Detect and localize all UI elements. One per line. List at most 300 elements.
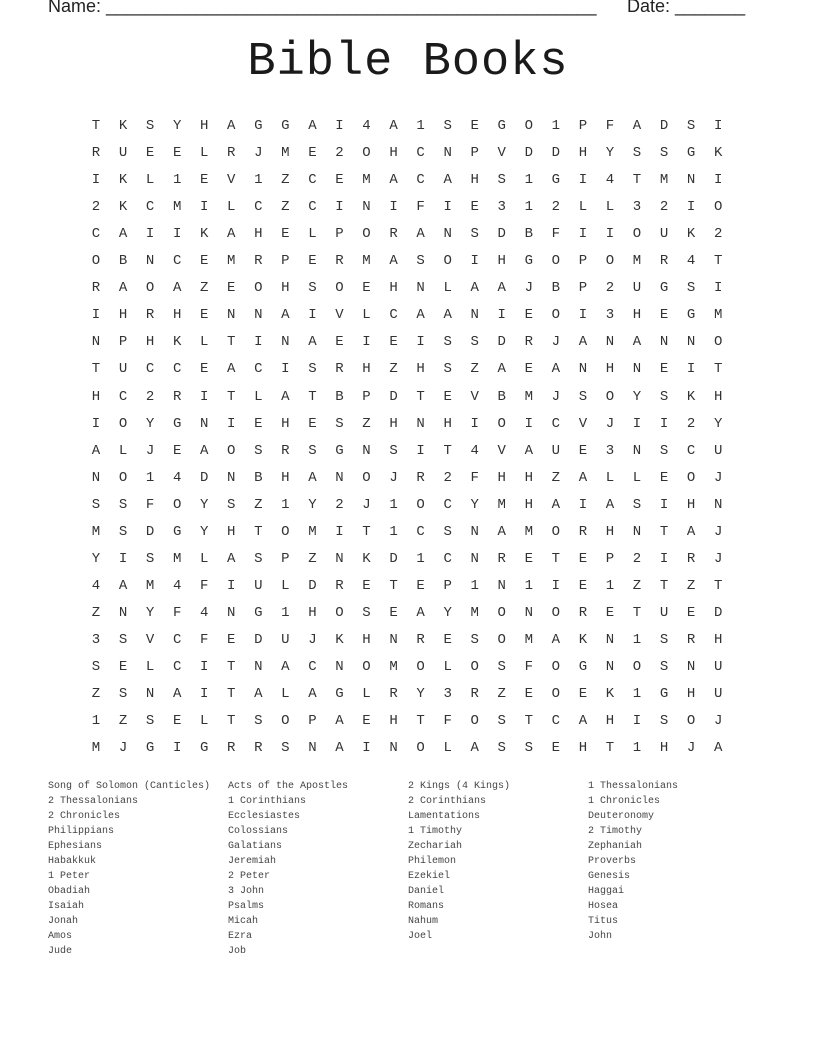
grid-cell: I xyxy=(172,740,182,757)
grid-cell: Y xyxy=(199,523,209,540)
grid-cell: I xyxy=(281,361,290,378)
grid-cell: R xyxy=(335,361,344,378)
grid-cell: O xyxy=(362,145,371,162)
grid-cell: C xyxy=(416,172,425,189)
grid-cell: T xyxy=(443,442,452,459)
grid-cell: L xyxy=(362,686,371,703)
grid-cell: O xyxy=(362,469,371,486)
grid-cell: L xyxy=(605,469,615,486)
grid-cell: 1 xyxy=(632,631,642,648)
grid-cell: 2 xyxy=(659,199,669,216)
grid-cell: T xyxy=(524,713,533,730)
grid-cell: H xyxy=(578,740,588,757)
word-list-item: Lamentations xyxy=(408,811,481,822)
grid-cell: C xyxy=(118,388,128,405)
grid-cell: I xyxy=(659,496,669,513)
grid-cell: R xyxy=(497,550,506,567)
grid-cell: P xyxy=(578,280,588,297)
grid-cell: O xyxy=(551,253,561,270)
grid-cell: E xyxy=(578,577,588,594)
grid-cell: A xyxy=(686,523,696,540)
grid-cell: S xyxy=(335,415,344,432)
grid-cell: N xyxy=(524,604,533,621)
grid-cell: F xyxy=(172,604,182,621)
grid-cell: J xyxy=(713,713,723,730)
grid-cell: 4 xyxy=(362,118,371,134)
grid-cell: 1 xyxy=(416,550,425,567)
grid-cell: R xyxy=(254,253,263,270)
grid-cell: A xyxy=(227,226,236,243)
grid-cell: O xyxy=(632,659,642,675)
grid-cell: S xyxy=(443,118,452,134)
grid-cell: 1 xyxy=(470,577,479,594)
grid-cell: M xyxy=(632,253,642,270)
grid-cell: E xyxy=(524,307,533,324)
grid-cell: K xyxy=(362,550,371,567)
grid-cell: J xyxy=(686,740,696,757)
grid-cell: I xyxy=(199,199,209,216)
grid-cell: R xyxy=(686,550,696,567)
grid-cell: 1 xyxy=(91,713,101,730)
grid-cell: E xyxy=(199,361,209,378)
grid-cell: E xyxy=(362,713,371,730)
grid-cell: N xyxy=(632,523,642,540)
word-list-item xyxy=(408,944,588,959)
grid-cell: E xyxy=(362,577,371,594)
grid-cell: L xyxy=(254,388,263,405)
grid-cell: I xyxy=(335,118,344,134)
grid-cell: A xyxy=(389,172,398,189)
grid-cell: I xyxy=(308,307,317,324)
grid-cell: C xyxy=(172,361,182,378)
grid-cell: M xyxy=(497,496,506,513)
grid-cell: O xyxy=(605,388,615,405)
grid-cell: M xyxy=(362,172,371,189)
grid-cell: N xyxy=(362,442,371,459)
date-field-label: Date: _______ xyxy=(627,0,746,16)
grid-cell: H xyxy=(713,388,723,405)
grid-cell: O xyxy=(551,307,561,324)
grid-cell: S xyxy=(308,280,317,297)
grid-cell: C xyxy=(308,172,317,189)
grid-cell: T xyxy=(227,659,236,675)
grid-cell: S xyxy=(227,496,236,513)
grid-cell: N xyxy=(578,361,588,378)
grid-cell: Z xyxy=(91,604,101,621)
grid-cell: H xyxy=(254,226,263,243)
grid-cell: O xyxy=(443,253,452,270)
grid-cell: S xyxy=(470,334,479,351)
grid-cell: C xyxy=(172,631,182,648)
word-list-item: Habakkuk xyxy=(48,856,97,867)
grid-cell: N xyxy=(335,550,344,567)
word-list-item xyxy=(588,944,768,959)
grid-cell: A xyxy=(470,280,479,297)
grid-cell: A xyxy=(416,226,425,243)
grid-cell: M xyxy=(145,577,155,594)
grid-cell: M xyxy=(524,523,533,540)
grid-cell: Z xyxy=(362,415,371,432)
grid-cell: E xyxy=(145,145,155,162)
grid-cell: L xyxy=(199,550,209,567)
word-list-item: 1 Peter xyxy=(48,871,91,882)
grid-cell: S xyxy=(659,388,669,405)
grid-cell: A xyxy=(551,496,561,513)
grid-cell: H xyxy=(389,713,398,730)
word-list-item: 2 Timothy xyxy=(588,826,643,837)
grid-cell: O xyxy=(470,713,479,730)
grid-cell: 1 xyxy=(632,740,642,757)
grid-cell: K xyxy=(199,226,209,243)
grid-cell: E xyxy=(524,361,533,378)
grid-cell: J xyxy=(551,388,561,405)
grid-cell: H xyxy=(686,496,696,513)
grid-cell: 2 xyxy=(443,469,452,486)
grid-cell: A xyxy=(605,496,615,513)
grid-cell: E xyxy=(470,199,479,216)
grid-cell: Z xyxy=(551,469,561,486)
grid-cell: C xyxy=(389,307,398,324)
grid-cell: S xyxy=(145,713,155,730)
grid-cell: E xyxy=(308,415,317,432)
grid-cell: D xyxy=(254,631,263,648)
grid-cell: N xyxy=(389,740,398,757)
grid-cell: I xyxy=(91,172,101,189)
word-list-item: 2 Kings (4 Kings) xyxy=(408,781,511,792)
grid-cell: N xyxy=(416,280,425,297)
grid-cell: H xyxy=(281,469,290,486)
grid-cell: O xyxy=(416,496,425,513)
grid-cell: C xyxy=(416,145,425,162)
grid-cell: H xyxy=(578,145,588,162)
word-list-item: Zechariah xyxy=(408,841,463,852)
grid-cell: E xyxy=(686,604,696,621)
word-list-item: Jeremiah xyxy=(228,856,277,867)
grid-cell: L xyxy=(443,659,452,675)
grid-cell: I xyxy=(686,199,696,216)
grid-cell: I xyxy=(713,280,723,297)
grid-cell: D xyxy=(524,145,533,162)
grid-cell: N xyxy=(443,226,452,243)
grid-cell: A xyxy=(308,334,317,351)
grid-cell: Z xyxy=(686,577,696,594)
grid-cell: S xyxy=(497,713,506,730)
grid-cell: I xyxy=(145,226,155,243)
grid-cell: O xyxy=(227,442,236,459)
grid-cell: N xyxy=(91,334,101,351)
grid-cell: S xyxy=(416,253,425,270)
grid-cell: M xyxy=(524,631,533,648)
grid-cell: I xyxy=(470,253,479,270)
grid-cell: J xyxy=(551,334,561,351)
grid-cell: J xyxy=(713,550,723,567)
grid-cell: R xyxy=(416,469,425,486)
grid-cell: E xyxy=(416,577,425,594)
grid-cell: G xyxy=(281,118,290,134)
grid-cell: A xyxy=(389,118,398,134)
grid-cell: H xyxy=(605,361,615,378)
grid-cell: N xyxy=(686,659,696,675)
grid-cell: E xyxy=(659,469,669,486)
word-list-item: Hosea xyxy=(588,901,619,912)
grid-cell: N xyxy=(335,469,344,486)
grid-cell: H xyxy=(227,523,236,540)
grid-cell: L xyxy=(281,577,290,594)
grid-cell: O xyxy=(497,604,506,621)
word-list-item: Amos xyxy=(48,931,73,942)
grid-cell: A xyxy=(172,280,182,297)
grid-cell: S xyxy=(118,686,128,703)
word-list-item: 2 Chronicles xyxy=(48,811,121,822)
grid-cell: V xyxy=(470,388,479,405)
grid-cell: E xyxy=(118,659,128,675)
grid-cell: R xyxy=(254,740,263,757)
grid-cell: S xyxy=(524,740,533,757)
grid-cell: D xyxy=(713,604,723,621)
grid-cell: A xyxy=(443,307,452,324)
word-list xyxy=(48,779,768,959)
word-list-item: Daniel xyxy=(408,886,445,897)
grid-cell: C xyxy=(172,253,182,270)
grid-cell: I xyxy=(91,307,101,324)
grid-cell: A xyxy=(578,469,588,486)
grid-cell: M xyxy=(389,659,398,675)
word-list-item: Joel xyxy=(408,931,433,942)
grid-cell: 4 xyxy=(470,442,479,459)
word-list-item: 1 Chronicles xyxy=(588,796,661,807)
grid-cell: O xyxy=(416,740,425,757)
grid-cell: 3 xyxy=(605,442,615,459)
grid-cell: S xyxy=(497,659,506,675)
grid-cell: S xyxy=(686,118,696,134)
grid-cell: J xyxy=(389,469,398,486)
word-list-item: Song of Solomon (Canticles) xyxy=(48,781,211,792)
grid-cell: P xyxy=(578,118,588,134)
grid-cell: F xyxy=(145,496,155,513)
grid-cell: S xyxy=(118,523,128,540)
grid-cell: C xyxy=(145,199,155,216)
grid-cell: A xyxy=(551,631,561,648)
grid-cell: N xyxy=(605,631,615,648)
grid-cell: N xyxy=(145,253,155,270)
grid-cell: L xyxy=(145,172,155,189)
grid-cell: B xyxy=(524,226,533,243)
grid-cell: M xyxy=(172,199,182,216)
grid-cell: G xyxy=(551,172,561,189)
grid-cell: Z xyxy=(199,280,209,297)
grid-cell: I xyxy=(416,442,425,459)
word-list-item: Genesis xyxy=(588,871,631,882)
grid-cell: 3 xyxy=(632,199,642,216)
grid-cell: G xyxy=(659,686,669,703)
grid-cell: Z xyxy=(281,199,290,216)
grid-cell: O xyxy=(118,415,128,432)
grid-cell: A xyxy=(335,740,344,757)
grid-cell: T xyxy=(254,523,263,540)
grid-cell: O xyxy=(362,659,371,675)
grid-cell: J xyxy=(713,469,723,486)
grid-cell: O xyxy=(551,523,561,540)
grid-cell: F xyxy=(199,577,209,594)
grid-cell: A xyxy=(470,740,479,757)
grid-cell: D xyxy=(389,388,398,405)
grid-cell: O xyxy=(632,226,642,243)
grid-cell: D xyxy=(389,550,398,567)
grid-cell: R xyxy=(578,604,588,621)
grid-cell: E xyxy=(308,145,317,162)
grid-cell: I xyxy=(362,740,371,757)
grid-cell: H xyxy=(91,388,101,405)
grid-cell: E xyxy=(578,550,588,567)
grid-cell: A xyxy=(254,686,263,703)
grid-cell: E xyxy=(227,280,236,297)
grid-cell: M xyxy=(91,740,101,757)
grid-cell: N xyxy=(632,361,642,378)
grid-cell: H xyxy=(524,469,533,486)
grid-cell: F xyxy=(551,226,561,243)
grid-cell: I xyxy=(118,550,128,567)
grid-cell: I xyxy=(335,523,344,540)
grid-cell: E xyxy=(254,415,263,432)
grid-cell: L xyxy=(281,686,290,703)
grid-cell: A xyxy=(713,740,723,757)
grid-cell: G xyxy=(578,659,588,675)
grid-cell: Z xyxy=(389,361,398,378)
grid-cell: 1 xyxy=(605,577,615,594)
grid-cell: F xyxy=(605,118,615,134)
grid-cell: M xyxy=(659,172,669,189)
grid-cell: N xyxy=(470,550,479,567)
grid-cell: O xyxy=(524,118,533,134)
grid-cell: Y xyxy=(443,604,452,621)
grid-cell: R xyxy=(470,686,479,703)
grid-cell: A xyxy=(118,226,128,243)
grid-cell: J xyxy=(524,280,533,297)
grid-cell: A xyxy=(389,253,398,270)
grid-cell: N xyxy=(362,199,371,216)
grid-cell: M xyxy=(281,145,290,162)
grid-cell: S xyxy=(443,361,452,378)
grid-cell: E xyxy=(281,226,290,243)
grid-cell: A xyxy=(281,307,290,324)
grid-cell: 4 xyxy=(172,469,182,486)
grid-cell: M xyxy=(227,253,236,270)
grid-cell: G xyxy=(172,523,182,540)
grid-cell: P xyxy=(578,253,588,270)
grid-cell: I xyxy=(632,713,642,730)
grid-cell: E xyxy=(308,253,317,270)
grid-cell: V xyxy=(227,172,236,189)
grid-cell: L xyxy=(308,226,317,243)
grid-cell: H xyxy=(281,280,290,297)
grid-cell: S xyxy=(632,145,642,162)
word-list-item: Galatians xyxy=(228,841,283,852)
grid-cell: B xyxy=(254,469,263,486)
grid-cell: A xyxy=(578,713,588,730)
grid-cell: S xyxy=(91,659,101,675)
grid-cell: V xyxy=(497,442,506,459)
grid-cell: G xyxy=(172,415,182,432)
grid-cell: M xyxy=(470,604,479,621)
grid-cell: L xyxy=(578,199,588,216)
grid-cell: H xyxy=(605,523,615,540)
grid-cell: E xyxy=(443,631,452,648)
grid-cell: N xyxy=(254,659,263,675)
grid-cell: O xyxy=(713,199,723,216)
page-title: Bible Books xyxy=(247,36,569,89)
grid-cell: I xyxy=(227,577,236,594)
grid-cell: H xyxy=(389,280,398,297)
grid-cell: G xyxy=(254,604,263,621)
grid-cell: H xyxy=(686,686,696,703)
grid-cell: C xyxy=(686,442,696,459)
grid-cell: I xyxy=(497,307,506,324)
grid-cell: 4 xyxy=(686,253,696,270)
grid-cell: A xyxy=(118,280,128,297)
grid-cell: H xyxy=(497,469,506,486)
grid-cell: S xyxy=(659,145,669,162)
grid-cell: S xyxy=(308,442,317,459)
grid-cell: M xyxy=(91,523,101,540)
grid-cell: N xyxy=(281,334,290,351)
grid-cell: K xyxy=(118,118,128,134)
grid-cell: S xyxy=(254,442,263,459)
grid-cell: O xyxy=(416,659,425,675)
grid-cell: E xyxy=(172,713,182,730)
grid-cell: 1 xyxy=(632,686,642,703)
word-list-item: 2 Corinthians xyxy=(408,796,487,807)
grid-cell: U xyxy=(713,686,723,703)
word-list-item: 1 Thessalonians xyxy=(588,781,679,792)
grid-cell: F xyxy=(470,469,479,486)
grid-cell: A xyxy=(416,604,425,621)
grid-cell: L xyxy=(632,469,642,486)
grid-cell: I xyxy=(578,496,588,513)
grid-cell: R xyxy=(659,253,669,270)
grid-cell: 1 xyxy=(254,172,263,189)
grid-cell: N xyxy=(227,469,236,486)
grid-cell: A xyxy=(308,469,317,486)
grid-cell: 1 xyxy=(524,577,533,594)
grid-cell: S xyxy=(578,388,588,405)
grid-cell: 3 xyxy=(91,631,101,648)
grid-cell: A xyxy=(91,442,101,459)
grid-cell: T xyxy=(389,577,398,594)
grid-cell: S xyxy=(632,496,642,513)
grid-cell: G xyxy=(524,253,533,270)
grid-cell: R xyxy=(91,145,101,162)
grid-cell: H xyxy=(362,361,371,378)
grid-cell: A xyxy=(227,550,236,567)
grid-cell: I xyxy=(362,334,371,351)
grid-cell: A xyxy=(227,118,236,134)
grid-cell: O xyxy=(497,631,506,648)
word-list-item: Haggai xyxy=(588,886,625,897)
grid-cell: E xyxy=(578,442,588,459)
grid-cell: A xyxy=(551,361,561,378)
grid-cell: I xyxy=(91,415,101,432)
grid-cell: P xyxy=(335,226,344,243)
grid-cell: C xyxy=(308,659,317,675)
grid-cell: O xyxy=(145,280,155,297)
grid-cell: Z xyxy=(470,361,479,378)
grid-cell: U xyxy=(713,442,723,459)
grid-cell: E xyxy=(389,604,398,621)
grid-cell: C xyxy=(443,496,452,513)
grid-cell: Z xyxy=(118,713,128,730)
grid-cell: G xyxy=(335,686,344,703)
grid-cell: G xyxy=(254,118,263,134)
